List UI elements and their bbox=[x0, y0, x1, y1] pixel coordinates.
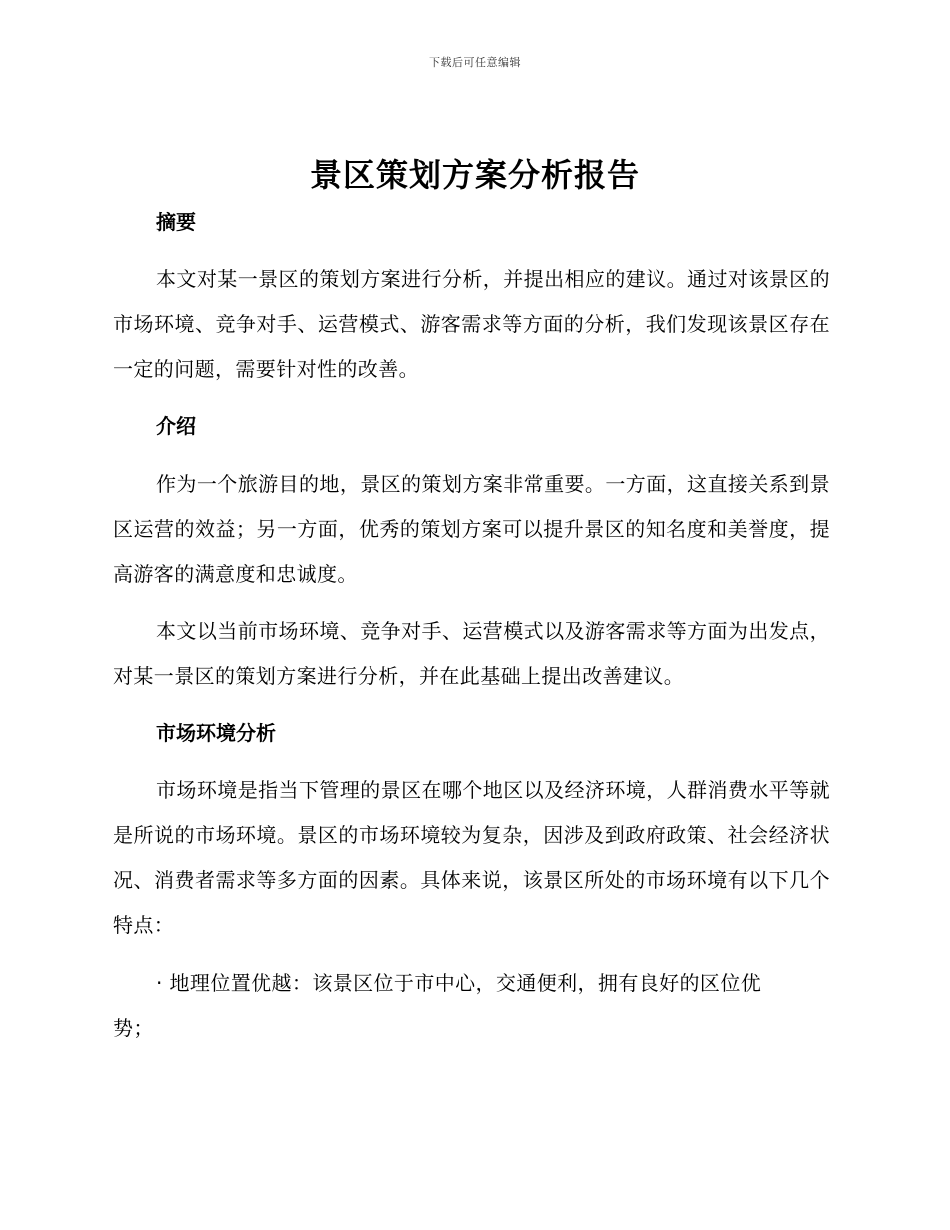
intro-paragraph-1: 作为一个旅游目的地，景区的策划方案非常重要。一方面，这直接关系到景区运营的效益；另一方面，优秀的策划方案可以提升景区的知名度和美誉度，提高游客的满意度和忠诚度。 bbox=[113, 472, 830, 586]
intro-paragraph-2: 本文以当前市场环境、竞争对手、运营模式以及游客需求等方面为出发点，对某一景区的策划方案进行分析，并在此基础上提出改善建议。 bbox=[113, 619, 830, 688]
abstract-section bbox=[113, 209, 830, 235]
section-heading-abstract: 摘要 bbox=[156, 210, 196, 234]
intro-body-1 bbox=[113, 462, 830, 597]
header-note: 下载后可任意编辑 bbox=[429, 56, 521, 69]
section-heading-market: 市场环境分析 bbox=[156, 721, 276, 745]
intro-section bbox=[113, 413, 830, 439]
abstract-body bbox=[113, 257, 830, 392]
market-body bbox=[113, 768, 830, 948]
section-heading-intro: 介绍 bbox=[156, 414, 196, 438]
document-title: 景区策划方案分析报告 bbox=[309, 156, 640, 194]
market-paragraph: 市场环境是指当下管理的景区在哪个地区以及经济环境，人群消费水平等就是所说的市场环境。景区的市场环境较为复杂，因涉及到政府政策、社会经济状况、消费者需求等多方面的因素。具体来说，该景区所处的市场环境有以下几个特点： bbox=[113, 778, 830, 937]
intro-body-2 bbox=[113, 609, 830, 699]
abstract-paragraph: 本文对某一景区的策划方案进行分析，并提出相应的建议。通过对该景区的市场环境、竞争对手、运营模式、游客需求等方面的分析，我们发现该景区存在一定的问题，需要针对性的改善。 bbox=[113, 267, 830, 381]
market-section bbox=[113, 720, 830, 746]
bullet-item-line-2: 势； bbox=[113, 1016, 154, 1040]
bullet-item-line-1: · 地理位置优越：该景区位于市中心，交通便利，拥有良好的区位优 bbox=[156, 971, 762, 995]
market-bullet bbox=[113, 961, 830, 1051]
